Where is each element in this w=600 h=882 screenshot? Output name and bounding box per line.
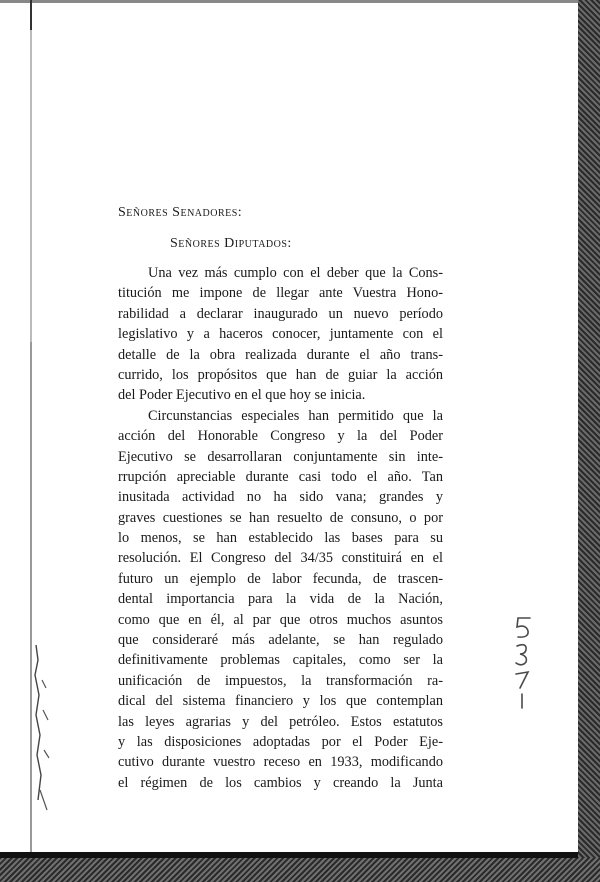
text-line: definitivamente problemas capitales, como ser la — [118, 652, 443, 669]
text-line: titución me impone de llegar ante Vuestra Hono- — [118, 285, 443, 302]
text-line: graves cuestiones se han resuelto de consuno, o por — [118, 509, 443, 526]
scan-edge-bottom — [0, 858, 600, 882]
text-line: currido, los propósitos que han de guiar la acción — [118, 366, 443, 383]
scan-edge-right — [578, 0, 600, 882]
binding-stitch-marks — [28, 640, 58, 820]
text-line: legislativo y a haceros conocer, juntamente con el — [118, 326, 443, 343]
text-line: inusitada actividad no ha sido vana; grandes y — [118, 489, 443, 506]
text-line: futuro un ejemplo de labor fecunda, de trascen- — [118, 570, 443, 587]
handwritten-margin-note — [500, 610, 540, 710]
text-line: rabilidad a declarar inaugurado un nuevo período — [118, 305, 443, 322]
text-line: unificación de impuestos, la transformación ra- — [118, 672, 443, 689]
text-line: rrupción apreciable durante casi todo el año. Tan — [118, 468, 443, 485]
salutation-deputies: Señores Diputados: — [170, 236, 292, 251]
salutation-senators: Señores Senadores: — [118, 205, 243, 220]
scan-edge-top — [0, 0, 600, 3]
text-line: como que en él, al par que otros muchos asuntos — [118, 611, 443, 628]
body-text — [118, 263, 443, 793]
text-line: que consideraré más adelante, se han regulado — [118, 632, 443, 649]
text-line: dental importancia para la vida de la Nación, — [118, 591, 443, 608]
text-line: lo menos, se han establecido las bases para su — [118, 530, 443, 547]
text-line: cutivo durante vuestro receso en 1933, modificando — [118, 754, 443, 771]
text-line: resolución. El Congreso del 34/35 constituirá en el — [118, 550, 443, 567]
text-line: del Poder Ejecutivo en el que hoy se inicia. — [118, 387, 366, 404]
text-line: dical del sistema financiero y los que contemplan — [118, 693, 443, 710]
text-line: y las disposiciones adoptadas por el Poder Eje- — [118, 733, 443, 750]
text-line: acción del Honorable Congreso y la del Poder — [118, 428, 443, 445]
text-line: las leyes agrarias y del petróleo. Estos estatutos — [118, 713, 443, 730]
text-line: el régimen de los cambios y creando la Junta — [118, 774, 443, 791]
text-line: detalle de la obra realizada durante el año trans- — [118, 346, 443, 363]
text-line: Una vez más cumplo con el deber que la Cons- — [148, 265, 443, 281]
text-line: Ejecutivo se desarrollaran conjuntamente sin inte- — [118, 448, 443, 465]
text-line: Circunstancias especiales han permitido que la — [148, 407, 443, 424]
